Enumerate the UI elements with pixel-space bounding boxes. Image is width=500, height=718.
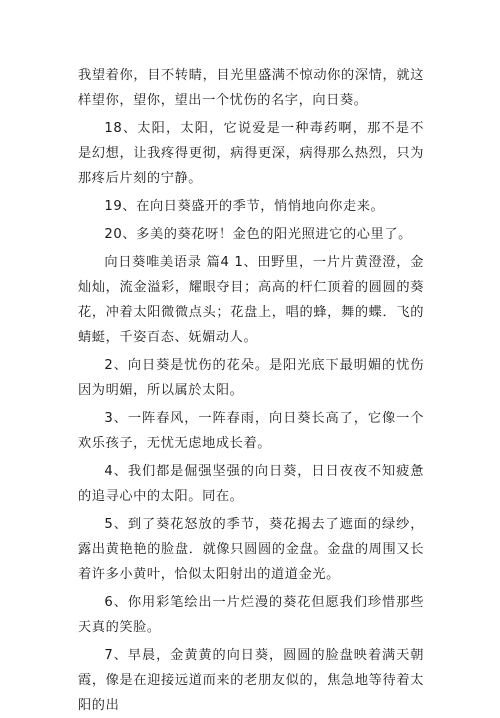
paragraph-6: 6、你用彩笔绘出一片烂漫的葵花但愿我们珍惜那些天真的笑脸。 <box>78 595 424 635</box>
paragraph-20: 20、多美的葵花呀！金色的阳光照进它的心里了。 <box>104 227 412 242</box>
paragraph-19: 19、在向日葵盛开的季节，悄悄地向你走来。 <box>104 199 385 214</box>
paragraph-1: 我望着你，目不转睛，目光里盛满不惊动你的深情，就这样望你，望你，望出一个忧伤的名字，向日葵。 <box>78 68 424 108</box>
paragraph-4: 4、我们都是倔强坚强的向日葵，日日夜夜不知疲惫的追寻心中的太阳。同在。 <box>78 464 424 504</box>
paragraph-3: 3、一阵春风，一阵春雨，向日葵长高了，它像一个欢乐孩子，无忧无虑地成长着。 <box>78 411 424 451</box>
section-heading-paragraph: 向日葵唯美语录 篇4 1、田野里，一片片黄澄澄，金灿灿，流金溢彩，耀眼夺目；高高的杆仁顶着的圆圆的葵花，冲着太阳微微点头；花盘上，唱的蜂，舞的蝶．飞的蜻蜓，千姿百态、妩媚动人。 <box>78 255 424 345</box>
paragraph-7: 7、早晨，金黄黄的向日葵，圆圆的脸盘映着满天朝霞，像是在迎接远道而来的老朋友似的，焦急地等待着太阳的出 <box>78 648 424 713</box>
paragraph-5: 5、到了葵花怒放的季节，葵花揭去了遮面的绿纱，露出黄艳艳的脸盘．就像只圆圆的金盘。金盘的周围又长着许多小黄叶，恰似太阳射出的道道金光。 <box>78 517 424 582</box>
document-body <box>78 0 424 718</box>
paragraph-18: 18、太阳，太阳，它说爱是一种毒药啊，那不是不是幻想，让我疼得更彻，病得更深，病得那么热烈，只为那疼后片刻的宁静。 <box>78 121 424 186</box>
paragraph-2: 2、向日葵是忧伤的花朵。是阳光底下最明媚的忧伤因为明媚，所以属於太阳。 <box>78 358 424 398</box>
